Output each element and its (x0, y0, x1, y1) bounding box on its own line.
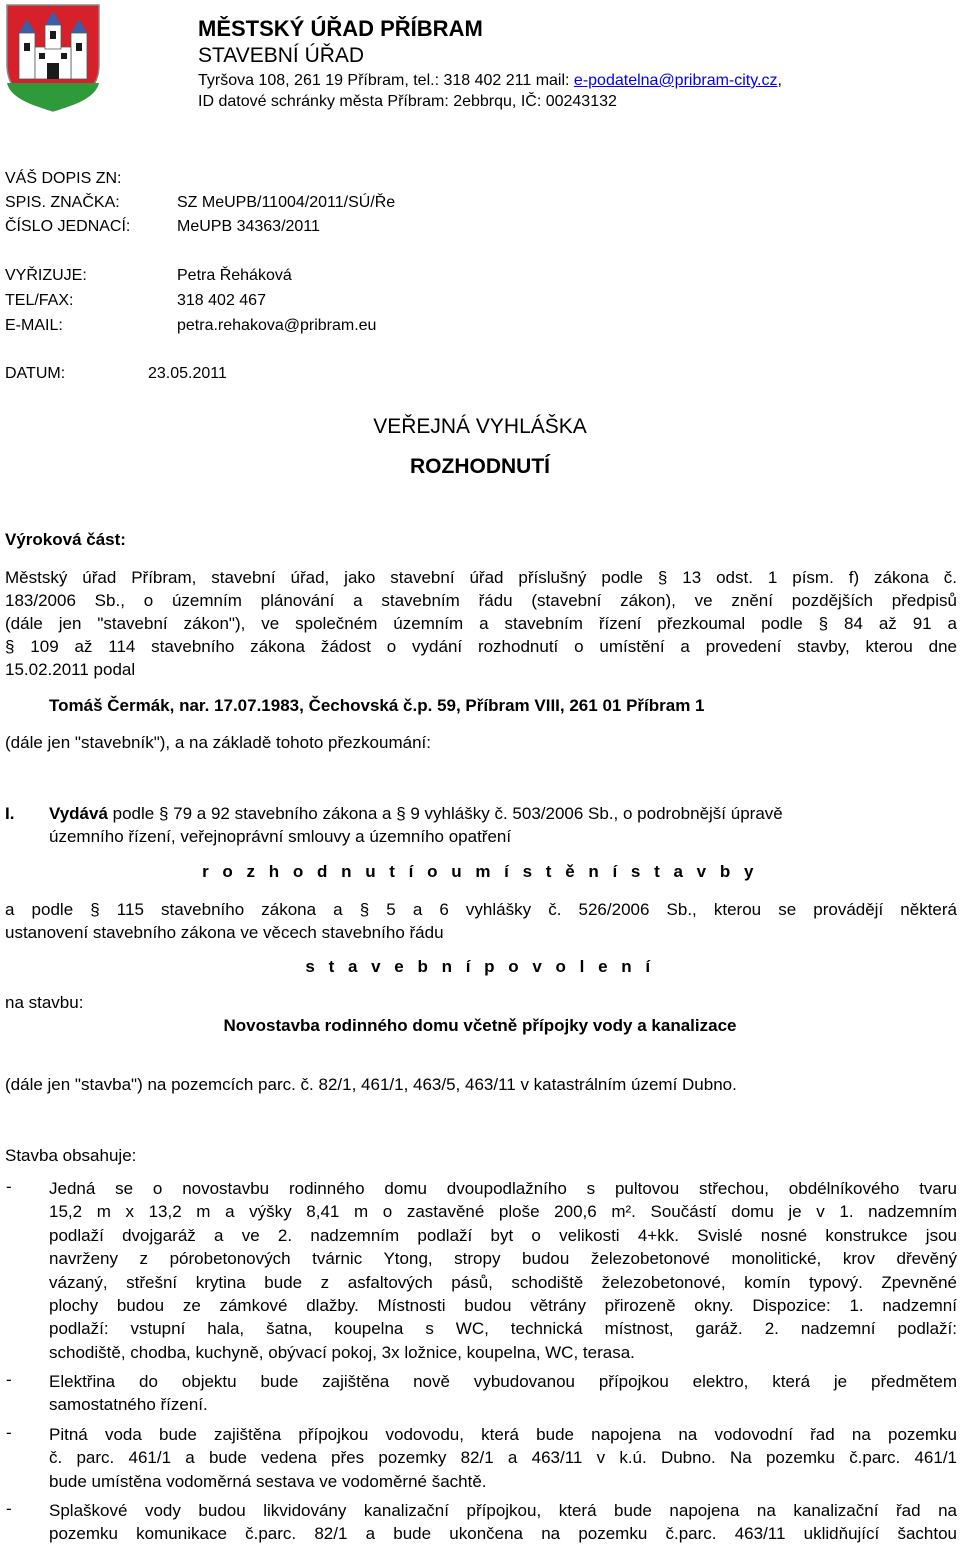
bullet-dash: - (6, 1370, 12, 1389)
address-suffix: , (777, 72, 782, 89)
building-label: na stavbu: (5, 993, 84, 1012)
your-letter-label: VÁŠ DOPIS ZN: (5, 170, 122, 187)
permit-line: ustanovení stavebního zákona ve věcech stavebního řádu (5, 923, 444, 942)
tel-value: 318 402 467 (177, 292, 266, 309)
bullet-line: plochy budou ze zámkové dlažby. Místnosti budou větrány přirozeně okny. Dispozice: 1. nadzemní (49, 1296, 957, 1316)
item-verb: Vydává (49, 804, 108, 823)
city-coat-of-arms (5, 3, 101, 113)
intro-line: 183/2006 Sb., o územním plánování a stavebním řádu (stavební zákon), ve znění pozdějších předpisů (5, 591, 957, 610)
bullet-dash: - (6, 1423, 12, 1442)
permit-line: a podle § 115 stavebního zákona a § 5 a 6 vyhlášky č. 526/2006 Sb., kterou se provádějí některá (5, 900, 957, 919)
decision-title: ROZHODNUTÍ (410, 455, 550, 478)
email-value: petra.rehakova@pribram.eu (177, 317, 377, 334)
office-email-link[interactable]: e-podatelna@pribram-city.cz (573, 72, 778, 89)
bullet-item (49, 1370, 957, 1417)
handler-label: VYŘIZUJE: (5, 267, 87, 284)
contents-label: Stavba obsahuje: (5, 1146, 137, 1165)
item-line-1-text: podle § 79 a 92 stavebního zákona a § 9 vyhlášky č. 503/2006 Sb., o podrobnější úpravě (107, 804, 783, 823)
bullet-line: č. parc. 461/1 a bude vedena přes pozemky 82/1 a 463/11 v k.ú. Dubno. Na pozemku č.parc. 461/1 (49, 1448, 957, 1468)
bullet-line: Pitná voda bude zajištěna přípojkou vodovodu, která bude napojena na vodovodní řad na pozemku (49, 1425, 957, 1444)
intro-paragraph (5, 566, 957, 681)
permit-heading: s t a v e b n í p o v o l e n í (305, 957, 655, 976)
item-number: I. (5, 804, 15, 823)
public-notice-title: VEŘEJNÁ VYHLÁŠKA (373, 415, 587, 438)
ref-number-value: MeUPB 34363/2011 (177, 218, 320, 235)
section-title: Výroková část: (5, 530, 126, 549)
intro-line: 15.02.2011 podal (5, 660, 136, 679)
item-line-2: územního řízení, veřejnoprávní smlouvy a územního opatření (49, 827, 512, 846)
permit-paragraph (5, 898, 957, 944)
bullet-line: bude umístěna vodoměrná sestava ve vodoměrné šachtě. (49, 1471, 487, 1491)
office-address (198, 72, 782, 90)
bullet-item (49, 1177, 957, 1364)
file-number-label: SPIS. ZNAČKA: (5, 194, 120, 211)
bullet-line: pozemku komunikace č.parc. 82/1 a bude ukončena na pozemku č.parc. 463/11 uklidňující šachtou (49, 1524, 957, 1544)
bullet-item (49, 1499, 957, 1546)
ref-number-label: ČÍSLO JEDNACÍ: (5, 218, 131, 235)
bullet-line: Elektřina do objektu bude zajištěna nově vybudovanou přípojkou elektro, která je předmětem (49, 1372, 957, 1391)
bullet-line: samostatného řízení. (49, 1395, 208, 1415)
bullet-item (49, 1423, 957, 1493)
date-value: 23.05.2011 (148, 365, 227, 382)
office-name: MĚSTSKÝ ÚŘAD PŘÍBRAM (198, 16, 483, 41)
bullet-dash: - (6, 1499, 12, 1518)
email-label: E-MAIL: (5, 317, 63, 334)
bullet-line: navrženy z pórobetonových tvárnic Ytong, stropy budou železobetonové monolitické, krov dřevěný (49, 1249, 957, 1269)
bullet-line: podlaží dvojgaráž a ve 2. nadzemním podlaží byt o velikosti 4+kk. Svislé nosné konstrukce jsou (49, 1225, 957, 1245)
department-name: STAVEBNÍ ÚŘAD (198, 44, 365, 67)
applicant-note: (dále jen "stavebník"), a na základě tohoto přezkoumání: (5, 733, 431, 752)
bullet-line: podlaží: vstupní hala, šatna, koupelna s WC, technická místnost, garáž. 2. nadzemní podlaží: (49, 1319, 957, 1339)
intro-line: Městský úřad Příbram, stavební úřad, jako stavební úřad příslušný podle § 13 odst. 1 písm. f) zákona č. (5, 568, 957, 587)
intro-line: (dále jen "stavební zákon"), ve společném územním a stavebním řízení přezkoumal podle § 84 až 91 a (5, 614, 957, 633)
bullet-line: schodiště, chodba, kuchyně, obývací pokoj, 3x ložnice, koupelna, WC, terasa. (49, 1342, 635, 1362)
bullet-line: 15,2 m x 13,2 m a výšky 8,41 m o zastavěné ploše 200,6 m². Součástí domu je v 1. nadzemním (49, 1202, 957, 1222)
bullet-line: Splaškové vody budou likvidovány kanalizační přípojkou, která bude napojena na kanalizační řad na (49, 1501, 957, 1520)
intro-line: § 109 až 114 stavebního zákona žádost o vydání rozhodnutí o umístění a provedení stavby, kterou dne (5, 637, 957, 656)
file-number-value: SZ MeUPB/11004/2011/SÚ/Ře (177, 194, 396, 211)
applicant: Tomáš Čermák, nar. 17.07.1983, Čechovská č.p. 59, Příbram VIII, 261 01 Příbram 1 (49, 696, 705, 715)
date-label: DATUM: (5, 365, 66, 382)
bullet-dash: - (6, 1177, 12, 1196)
tel-label: TEL/FAX: (5, 292, 74, 309)
address-text: Tyršova 108, 261 19 Příbram, tel.: 318 402 211 mail: (198, 72, 574, 89)
office-ids: ID datové schránky města Příbram: 2ebbrqu, IČ: 00243132 (198, 93, 617, 110)
handler-value: Petra Řeháková (177, 267, 292, 284)
placement-heading: r o z h o d n u t í o u m í s t ě n í s t a v b y (202, 862, 758, 881)
parcels: (dále jen "stavba") na pozemcích parc. č. 82/1, 461/1, 463/5, 463/11 v katastrálním území Dubno. (5, 1075, 737, 1094)
bullet-line: Jedná se o novostavbu rodinného domu dvoupodlažního s pultovou střechou, obdélníkového tvaru (49, 1179, 957, 1198)
bullet-line: vázaný, střešní krytina bude z asfaltových pásů, schodiště železobetonové, komín typový. Zpevněné (49, 1272, 957, 1292)
building-name: Novostavba rodinného domu včetně přípojky vody a kanalizace (223, 1016, 737, 1035)
item-line-1 (49, 804, 783, 824)
